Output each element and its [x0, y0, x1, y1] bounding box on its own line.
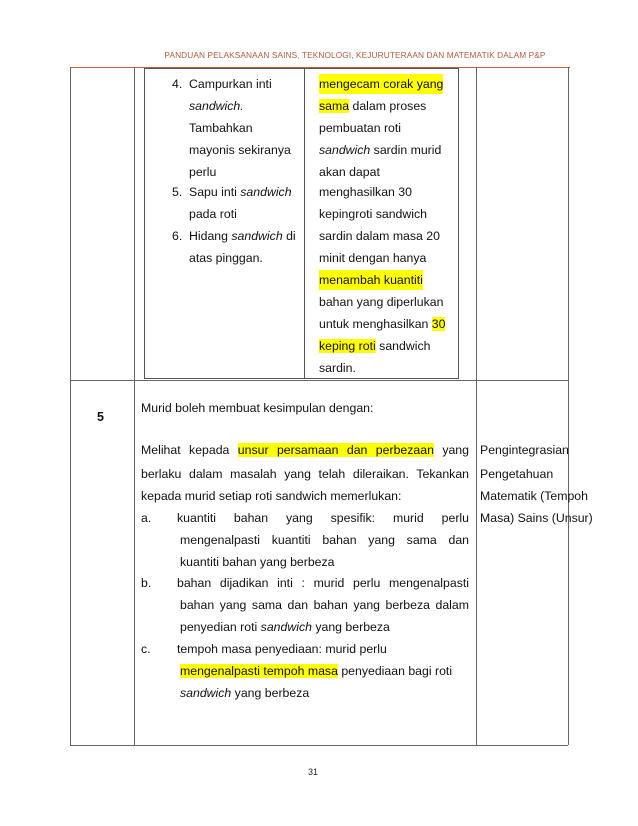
outcome-line: sardin. [319, 361, 356, 375]
outcome-line: menghasilkan 30 [319, 185, 412, 199]
page-header: PANDUAN PELAKSANAAN SAINS, TEKNOLOGI, KEJURUTERAAN DAN MATEMATIK DALAM P&P [164, 50, 546, 60]
list-item-b: penyedian roti sandwich yang berbeza [180, 620, 390, 634]
list-item-a: kuantiti bahan yang berbeza [180, 555, 335, 569]
outcome-line: menambah kuantiti [319, 270, 423, 290]
table-col-divider-1 [134, 67, 135, 745]
step-5-number: 5. [172, 185, 183, 199]
conclusion-intro: Murid boleh membuat kesimpulan dengan: [141, 401, 374, 415]
list-label-a: a. [141, 511, 152, 525]
step-5-line: pada roti [189, 207, 237, 221]
outcome-line: kepingroti sandwich [319, 207, 428, 221]
step-5-line: Sapu inti sandwich [189, 185, 292, 199]
outcome-line: untuk menghasilkan 30 [319, 317, 446, 331]
outcome-line: minit dengan hanya [319, 251, 427, 265]
step-6-number: 6. [172, 229, 183, 243]
step-4-line: Tambahkan [189, 121, 253, 135]
list-item-a: kuantiti bahan yang spesifik: murid perlu [177, 511, 469, 525]
integration-note: Pengintegrasian [480, 443, 569, 457]
outcome-line: bahan yang diperlukan [319, 295, 444, 309]
paragraph-line: berlaku dalam masalah yang telah dileraikan. Tekankan [141, 467, 469, 481]
row-number: 5 [97, 410, 104, 424]
step-4-line: Campurkan inti [189, 77, 272, 91]
integration-note: Matematik (Tempoh [480, 489, 588, 503]
outcome-line: pembuatan roti [319, 121, 402, 135]
list-item-a: mengenalpasti kuantiti bahan yang sama dan [180, 533, 469, 547]
table-col-divider-2 [476, 67, 477, 745]
outcome-line: sandwich sardin murid [319, 143, 442, 157]
table-right-border [568, 67, 569, 745]
list-label-b: b. [141, 576, 152, 590]
step-4-line: sandwich. [189, 99, 244, 113]
outcome-line: akan dapat [319, 165, 380, 179]
list-item-b: bahan yang sama dan bahan yang berbeza dalam [180, 598, 469, 612]
table-bottom-border [70, 745, 568, 746]
list-item-c: sandwich yang berbeza [180, 686, 310, 700]
inner-table-divider [304, 68, 305, 379]
outcome-line: mengecam corak yang [319, 74, 443, 94]
integration-note: Pengetahuan [480, 467, 554, 481]
paragraph-line: kepada murid setiap roti sandwich memerlukan: [141, 489, 402, 503]
step-6-line: atas pinggan. [189, 251, 263, 265]
paragraph-line: Melihat kepada unsur persamaan dan perbezaan yang [141, 443, 469, 457]
list-label-c: c. [141, 642, 151, 656]
step-4-line: perlu [189, 165, 217, 179]
step-4-number: 4. [172, 77, 183, 91]
step-4-line: mayonis sekiranya [189, 143, 291, 157]
outcome-line: sama dalam proses [319, 99, 427, 113]
page-number: 31 [308, 767, 319, 777]
table-row-divider [70, 380, 568, 381]
outcome-line: keping roti sandwich [319, 339, 431, 353]
list-item-c: mengenalpasti tempoh masa penyediaan bagi roti [180, 664, 453, 678]
table-left-border [70, 67, 71, 745]
list-item-c: tempoh masa penyediaan: murid perlu [177, 642, 387, 656]
step-6-line: Hidang sandwich di [189, 229, 296, 243]
list-item-b: bahan dijadikan inti : murid perlu mengenalpasti [177, 576, 469, 590]
outcome-line: sardin dalam masa 20 [319, 229, 440, 243]
integration-note: Masa) Sains (Unsur) [480, 511, 593, 525]
